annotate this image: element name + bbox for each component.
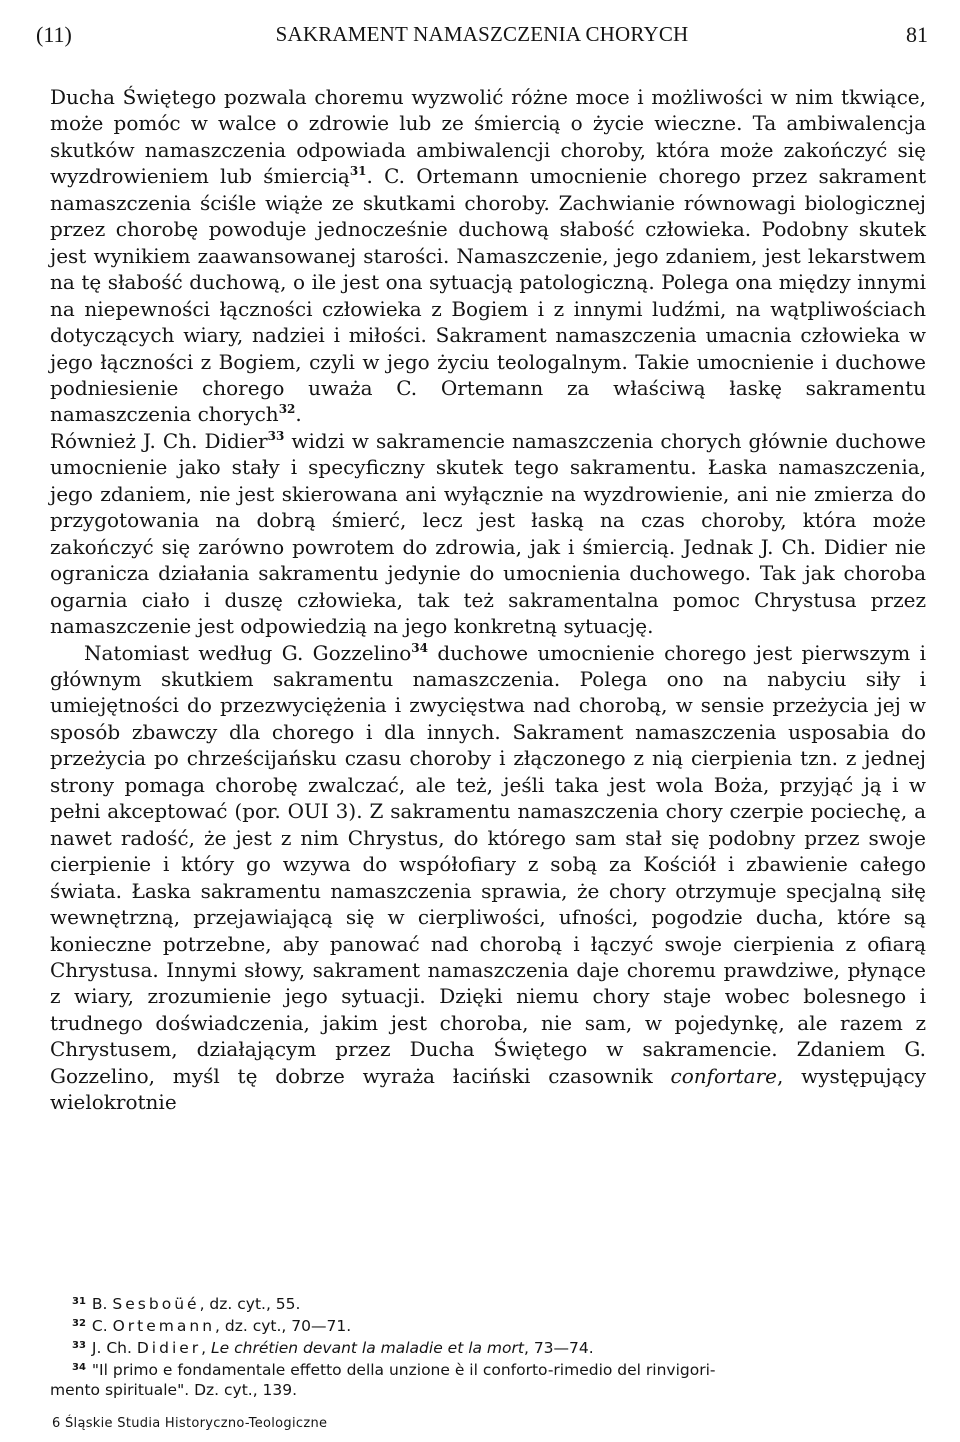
- footnote-text: C. Ortemann, dz. cyt., 70—71.: [91, 1317, 352, 1335]
- paragraph: Również J. Ch. Didier$^{33}$ widzi w sakramencie namaszczenia chorych głównie duchowe umocnienie jako stały i specyficzny skutek tego sakramentu. Łaska namaszczenia, jego zdaniem, nie jest skierowana ani wyłącznie na wyzdrowienie, ani nie zmierza do przygotowania na dobrą śmierć, lecz jest łaską na czas choroby, która może zakończyć się zarówno powrotem do zdrowia, jak i śmiercią. Jednak J. Ch. Didier nie ogranicza działania sakramentu jedynie do umocnienia duchowego. Tak jak choroba ogarnia ciało i duszę człowieka, tak też sakramentalna pomoc Chrystusa przez namaszczenie jest odpowiedzią na jego konkretną sytuację.: [50, 428, 926, 639]
- document-page: [36, 0, 928, 1442]
- section-number: (11): [36, 22, 72, 47]
- footnote-number: 34: [72, 1362, 86, 1373]
- footnote: [72, 1314, 926, 1336]
- paragraph: Natomiast według G. Gozzelino$^{34}$ duchowe umocnienie chorego jest pierwszym i głównym skutkiem sakramentu namaszczenia. Polega ono na nabyciu siły i umiejętności do przezwyciężenia i zwycięstwa nad chorobą, w sensie przeżycia jej w sposób zbawczy dla chorego i dla innych. Sakrament namaszczenia usposabia do przeżycia po chrześcijańsku czasu choroby i złączonego z nią cierpienia tzn. z jednej strony pomaga chorobę zwalczać, ale też, jeśli taka jest wola Boża, przyjąć ją i w pełni akceptować (por. OUI 3). Z sakramentu namaszczenia chory czerpie pociechę, a nawet radość, że jest z nim Chrystus, do którego sam stał się podobny przez swoje cierpienie i który go wzywa do współofiary z sobą za Kościół i zbawienie całego świata. Łaska sakramentu namaszczenia sprawia, że chory otrzymuje specjalną siłę wewnętrzną, przejawiającą się w cierpliwości, ufności, pogodzie ducha, które są konieczne potrzebne, aby panować nad chorobą i łączyć swoje cierpienia z ofiarą Chrystusa. Innymi słowy, sakrament namaszczenia daje choremu prawdziwe, płynące z wiary, zrozumienie jego sytuacji. Dzięki niemu chory staje wobec bolesnego i trudnego doświadczenia, jakim jest choroba, nie sam, w pojedynkę, ale razem z Chrystusem, działającym przez Ducha Świętego w sakramencie. Zdaniem G. Gozzelino, myśl tę dobrze wyraża łaciński czasownik confortare, występujący wielokrotnie: [50, 640, 927, 1115]
- footnote: [72, 1292, 926, 1314]
- footnote-number: 31: [72, 1296, 86, 1307]
- footnotes: [50, 1292, 926, 1400]
- body-text: [50, 84, 926, 1116]
- footnote-number: 33: [72, 1340, 86, 1351]
- footnote-number: 32: [72, 1318, 86, 1329]
- page-number: 81: [906, 22, 928, 47]
- paragraph: Ducha Świętego pozwala choremu wyzwolić różne moce i możliwości w nim tkwiące, może pomóc w walce o zdrowie lub ze śmiercią o życie wieczne. Ta ambiwalencja skutków namaszczenia odpowiada ambiwalencji choroby, która może zakończyć się wyzdrowieniem lub śmiercią$^{31}$. C. Ortemann umocnienie chorego przez sakrament namaszczenia ściśle wiąże ze skutkami choroby. Zachwianie równowagi biologicznej przez chorobę powoduje jednocześnie duchową słabość człowieka. Podobny skutek jest wynikiem zaawansowanej starości. Namaszczenie, jego zdaniem, jest lekarstwem na tę słabość duchową, o ile jest ona sytuacją patologiczną. Polega ona między innymi na niepewności łączności człowieka z Bogiem i z innymi ludźmi, na wątpliwościach dotyczących wiary, nadziei i miłości. Sakrament namaszczenia umacnia człowieka w jego łączności z Bogiem, czyli w jego życiu teologalnym. Takie umocnienie i duchowe podniesienie chorego uważa C. Ortemann za właściwą łaskę sakramentu namaszczenia chorych$^{32}$.: [50, 85, 926, 427]
- running-header: [36, 22, 928, 54]
- running-title: SAKRAMENT NAMASZCZENIA CHORYCH: [275, 22, 689, 46]
- footnote-continuation: mento spirituale". Dz. cyt., 139.: [50, 1381, 298, 1399]
- footnote: [72, 1336, 926, 1358]
- footnote-text: B. Sesboüé, dz. cyt., 55.: [91, 1295, 301, 1313]
- footnote: [72, 1358, 926, 1380]
- footnote-text: "Il primo e fondamentale effetto della unzione è il conforto-rimedio del rinvigori-: [91, 1361, 716, 1379]
- footnote-text: J. Ch. Didier, Le chrétien devant la maladie et la mort, 73—74.: [91, 1339, 594, 1357]
- signature-mark: 6 Śląskie Studia Historyczno-Teologiczne: [52, 1416, 328, 1431]
